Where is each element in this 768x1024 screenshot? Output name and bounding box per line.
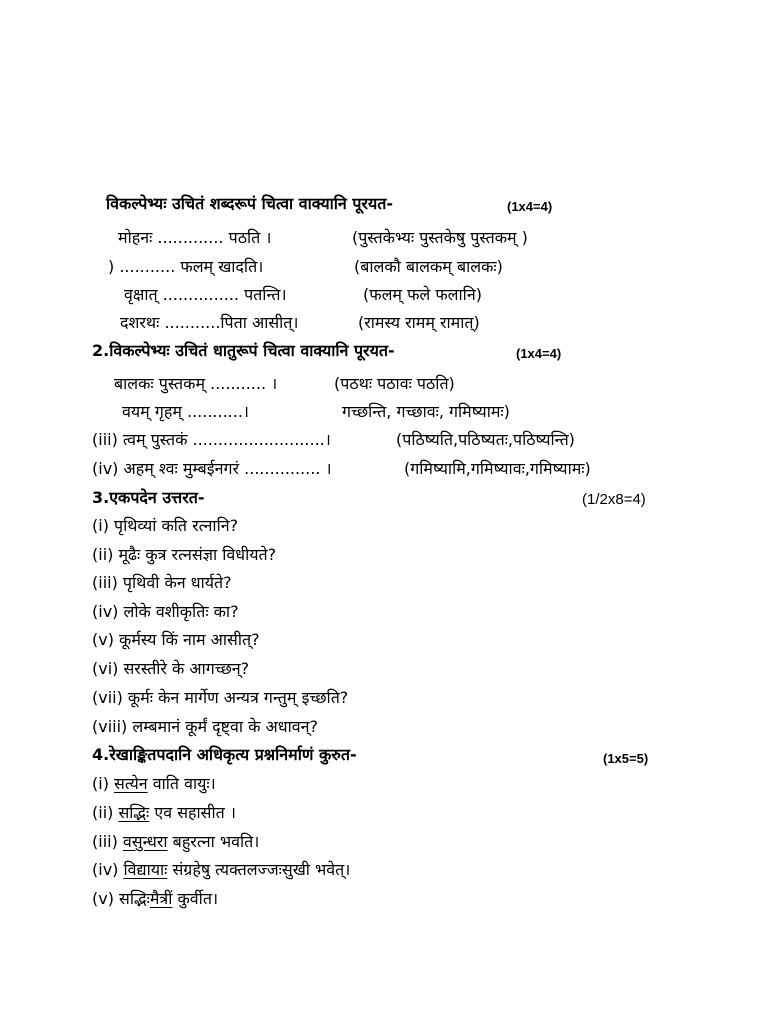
q2-item-2-options: गच्छन्ति, गच्छावः, गमिष्यामः) xyxy=(342,402,510,421)
q4-item-1: (i) सत्येन वाति वायुः। xyxy=(92,774,216,793)
q3-item-6: (vi) सरस्तीरे के आगच्छन्? xyxy=(92,659,250,678)
q2-item-4-options: (गमिष्यामि,गमिष्यावः,गमिष्यामः) xyxy=(404,459,591,478)
q1-item-3-options: (फलम् फले फलानि) xyxy=(363,285,482,304)
q3-item-4: (iv) लोके वशीकृतिः का? xyxy=(92,602,239,621)
q3-item-3: (iii) पृथिवी केन धार्यते? xyxy=(92,573,232,592)
q1-item-4-options: (रामस्य रामम् रामात्) xyxy=(358,313,480,332)
q1-item-2-options: (बालकौ बालकम् बालकः) xyxy=(354,257,503,276)
q1-marks: (1x4=4) xyxy=(507,199,553,214)
q4-heading: 4.रेखाङ्कितपदानि अधिकृत्य प्रश्ननिर्माणं कुरुत- xyxy=(92,745,357,764)
q2-item-3-sentence: (iii) त्वम् पुस्तकं ..........................। xyxy=(92,430,331,449)
q2-marks: (1x4=4) xyxy=(516,346,562,361)
q2-item-1-sentence: बालकः पुस्तकम् ........... । xyxy=(114,374,278,393)
q3-marks: (1/2x8=4) xyxy=(582,491,646,508)
q2-item-1-options: (पठथः पठावः पठति) xyxy=(334,374,455,393)
q4-marks: (1x5=5) xyxy=(603,751,649,766)
q4-item-5: (v) सद्भिःमैत्रीं कुर्वीत। xyxy=(92,889,219,908)
q2-item-4-sentence: (iv) अहम् श्वः मुम्बईनगरं ............... । xyxy=(92,459,332,478)
q1-item-4-sentence: दशरथः ...........पिता आसीत्। xyxy=(120,313,299,332)
q1-item-1-options: (पुस्तकेभ्यः पुस्तकेषु पुस्तकम् ) xyxy=(352,228,528,247)
q3-item-7: (vii) कूर्मः केन मार्गेण अन्यत्र गन्तुम् इच्छति? xyxy=(92,688,349,707)
q3-item-5: (v) कूर्मस्य किं नाम आसीत्? xyxy=(92,630,260,649)
q4-item-3: (iii) वसुन्धरा बहुरत्ना भवति। xyxy=(92,832,260,851)
q2-heading: 2.विकल्पेभ्यः उचितं धातुरूपं चित्वा वाक्यानि पूरयत- xyxy=(92,341,395,360)
q3-item-2: (ii) मूढैः कुत्र रत्नसंज्ञा विधीयते? xyxy=(92,545,277,564)
q1-item-3-sentence: वृक्षात् ............... पतन्ति। xyxy=(124,285,287,304)
q3-item-8: (viii) लम्बमानं कूर्मं दृष्ट्वा के अधावन्? xyxy=(92,717,318,736)
q4-item-4: (iv) विद्यायाः संग्रहेषु त्यक्तलज्जःसुखी भवेत्। xyxy=(92,860,351,879)
q1-item-2-sentence: ) ........... फलम् खादति। xyxy=(108,257,264,276)
q1-item-1-sentence: मोहनः ............. पठति । xyxy=(118,228,272,247)
underlined-word: सद्भिः xyxy=(118,803,150,822)
underlined-word: वसुन्धरा xyxy=(122,832,168,851)
q2-item-2-sentence: वयम् गृहम् ...........। xyxy=(122,402,249,421)
q1-heading: विकल्पेभ्यः उचितं शब्दरूपं चित्वा वाक्यानि पूरयत- xyxy=(106,194,394,213)
q3-item-1: (i) पृथिव्यां कति रत्नानि? xyxy=(92,516,239,535)
underlined-word: मैत्रीं xyxy=(149,889,173,908)
q2-item-3-options: (पठिष्यति,पठिष्यतः,पठिष्यन्ति) xyxy=(396,430,575,449)
q4-item-2: (ii) सद्भिः एव सहासीत । xyxy=(92,803,236,822)
q3-heading: 3.एकपदेन उत्तरत- xyxy=(92,488,205,507)
underlined-word: सत्येन xyxy=(114,774,148,793)
underlined-word: विद्यायाः xyxy=(123,860,168,879)
